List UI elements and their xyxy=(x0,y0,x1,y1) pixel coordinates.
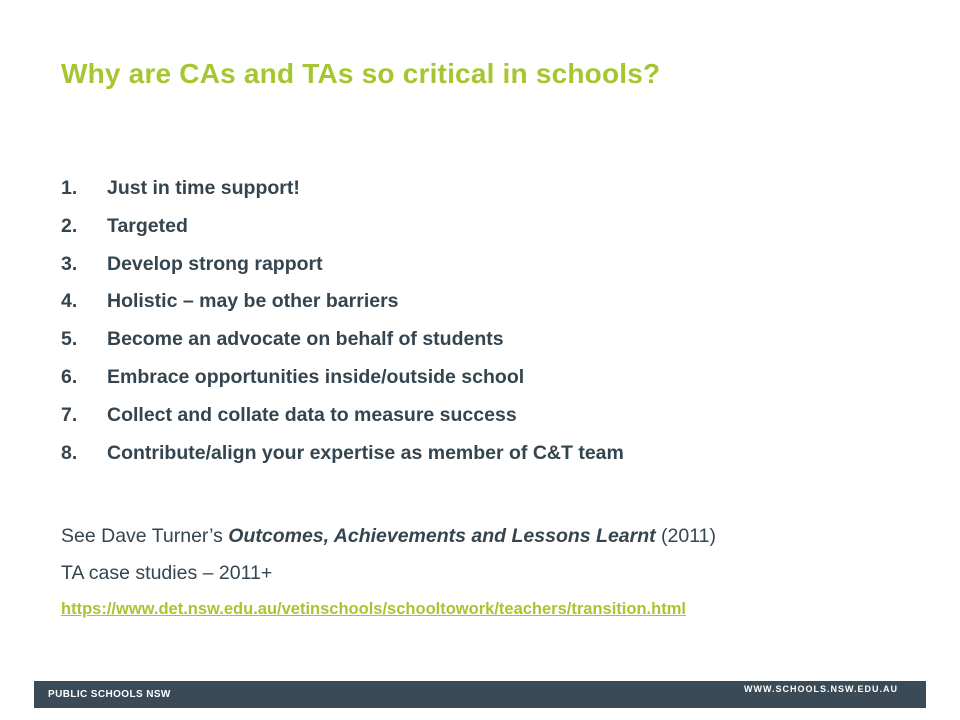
list-item-number: 8. xyxy=(61,441,78,464)
list-item-number: 7. xyxy=(61,403,78,426)
reference-title: Outcomes, Achievements and Lessons Learnt xyxy=(228,525,656,547)
ta-case-studies-line: TA case studies – 2011+ xyxy=(61,562,273,584)
list-item-text: Collect and collate data to measure success xyxy=(107,403,517,426)
footer-bar xyxy=(34,681,926,708)
list-item xyxy=(61,211,624,249)
reference-prefix: See Dave Turner’s xyxy=(61,525,229,547)
list-item xyxy=(61,438,624,476)
list-item xyxy=(61,400,624,438)
footer-website-link[interactable]: WWW.SCHOOLS.NSW.EDU.AU xyxy=(744,684,898,694)
list-item xyxy=(61,286,624,324)
list-item-text: Contribute/align your expertise as member of C&T team xyxy=(107,441,624,464)
list-item-number: 4. xyxy=(61,290,78,313)
reference-suffix: (2011) xyxy=(655,525,716,547)
list-item-number: 3. xyxy=(61,252,78,275)
list-item-text: Targeted xyxy=(107,214,188,237)
critical-points-list xyxy=(61,173,624,475)
list-item xyxy=(61,249,624,287)
list-item-text: Holistic – may be other barriers xyxy=(107,290,399,313)
transition-link[interactable]: https://www.det.nsw.edu.au/vetinschools/schooltowork/teachers/transition.html xyxy=(61,600,686,618)
list-item-number: 2. xyxy=(61,214,78,237)
list-item-text: Become an advocate on behalf of students xyxy=(107,328,504,351)
list-item-text: Just in time support! xyxy=(107,177,300,199)
list-item xyxy=(61,362,624,400)
list-item-number: 1. xyxy=(61,177,78,199)
list-item-number: 5. xyxy=(61,328,78,351)
slide-title: Why are CAs and TAs so critical in schools? xyxy=(61,58,661,89)
reference-line xyxy=(61,521,716,551)
list-item-number: 6. xyxy=(61,365,78,388)
list-item xyxy=(61,324,624,362)
list-item xyxy=(61,173,624,211)
list-item-text: Develop strong rapport xyxy=(107,252,323,275)
list-item-text: Embrace opportunities inside/outside school xyxy=(107,365,525,388)
footer-brand: PUBLIC SCHOOLS NSW xyxy=(48,689,171,700)
